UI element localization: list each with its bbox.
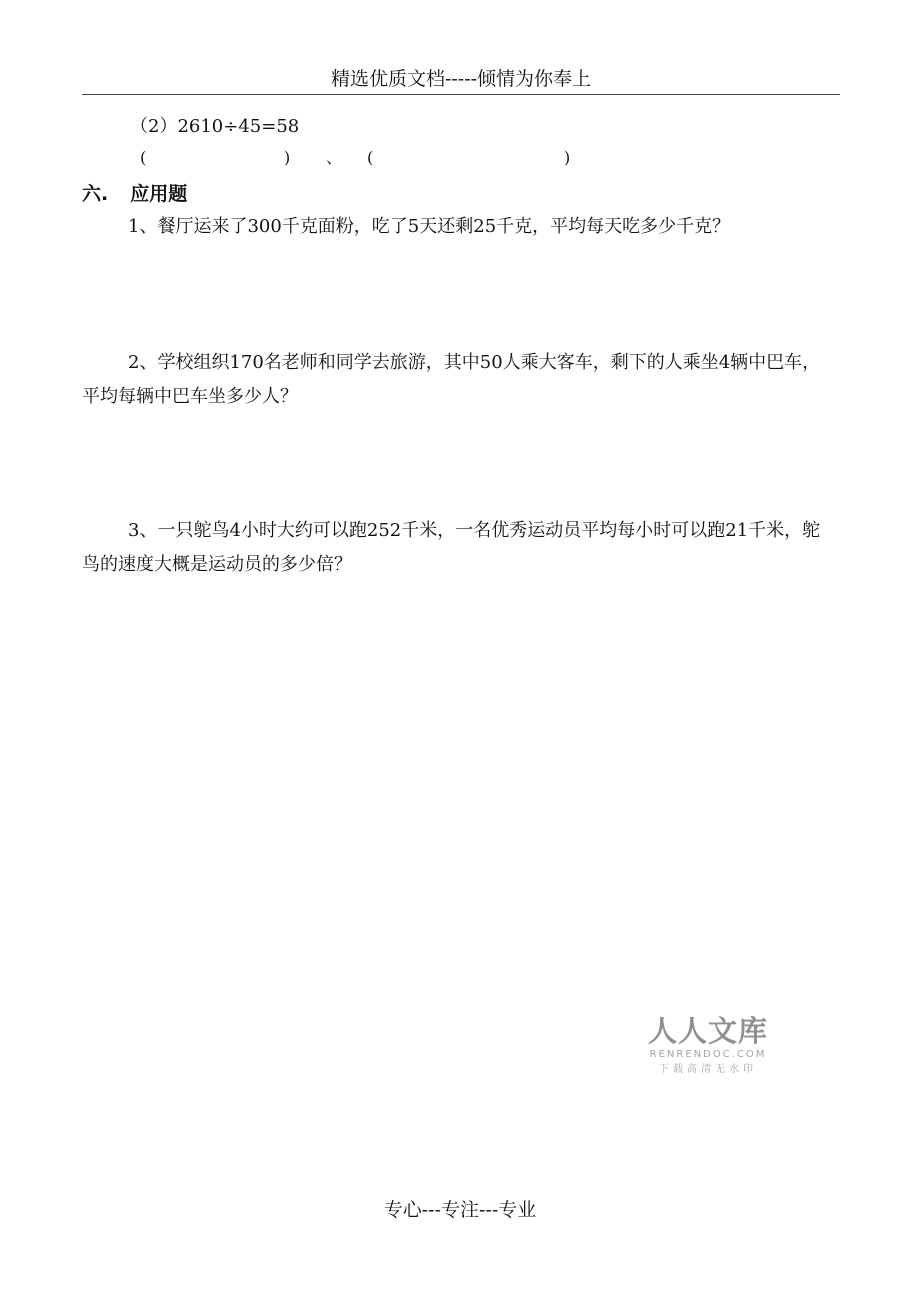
watermark-domain: RENRENDOC.COM: [649, 1049, 767, 1060]
section-heading: [82, 180, 187, 208]
page-footer: [0, 1196, 920, 1224]
answer-paren-open-2: (: [367, 148, 374, 167]
problem-2: [82, 346, 838, 414]
section-title: 应用题: [130, 183, 188, 205]
answer-separator: 、: [326, 148, 343, 167]
watermark-title: 人人文库: [647, 1014, 768, 1048]
footer-text: 专心---专注---专业: [383, 1199, 537, 1221]
problem-2-text: 2、学校组织170名老师和同学去旅游，其中50人乘大客车，剩下的人乘坐4辆中巴车，平均每辆中巴车坐多少人？: [82, 352, 821, 407]
problem-3: [82, 514, 838, 582]
problem-1: [82, 210, 838, 244]
answer-paren-close-2: ): [564, 148, 571, 167]
watermark-logo: [642, 1014, 774, 1078]
problem-1-text: 1、餐厅运来了300千克面粉，吃了5天还剩25千克，平均每天吃多少千克？: [128, 216, 731, 237]
problem-3-text: 3、一只鸵鸟4小时大约可以跑252千米，一名优秀运动员平均每小时可以跑21千米，鸵鸟的速度大概是运动员的多少倍？: [82, 520, 821, 575]
sub-question-equation: （2）2610÷45=58: [130, 116, 300, 137]
page-header: [82, 64, 840, 95]
answer-paren-open-1: (: [140, 148, 147, 167]
header-title: 精选优质文档-----倾情为你奉上: [330, 68, 592, 90]
section-number: 六.: [82, 183, 109, 205]
watermark-note: 下载高清无水印: [659, 1064, 757, 1075]
answer-paren-close-1: ): [284, 148, 291, 167]
